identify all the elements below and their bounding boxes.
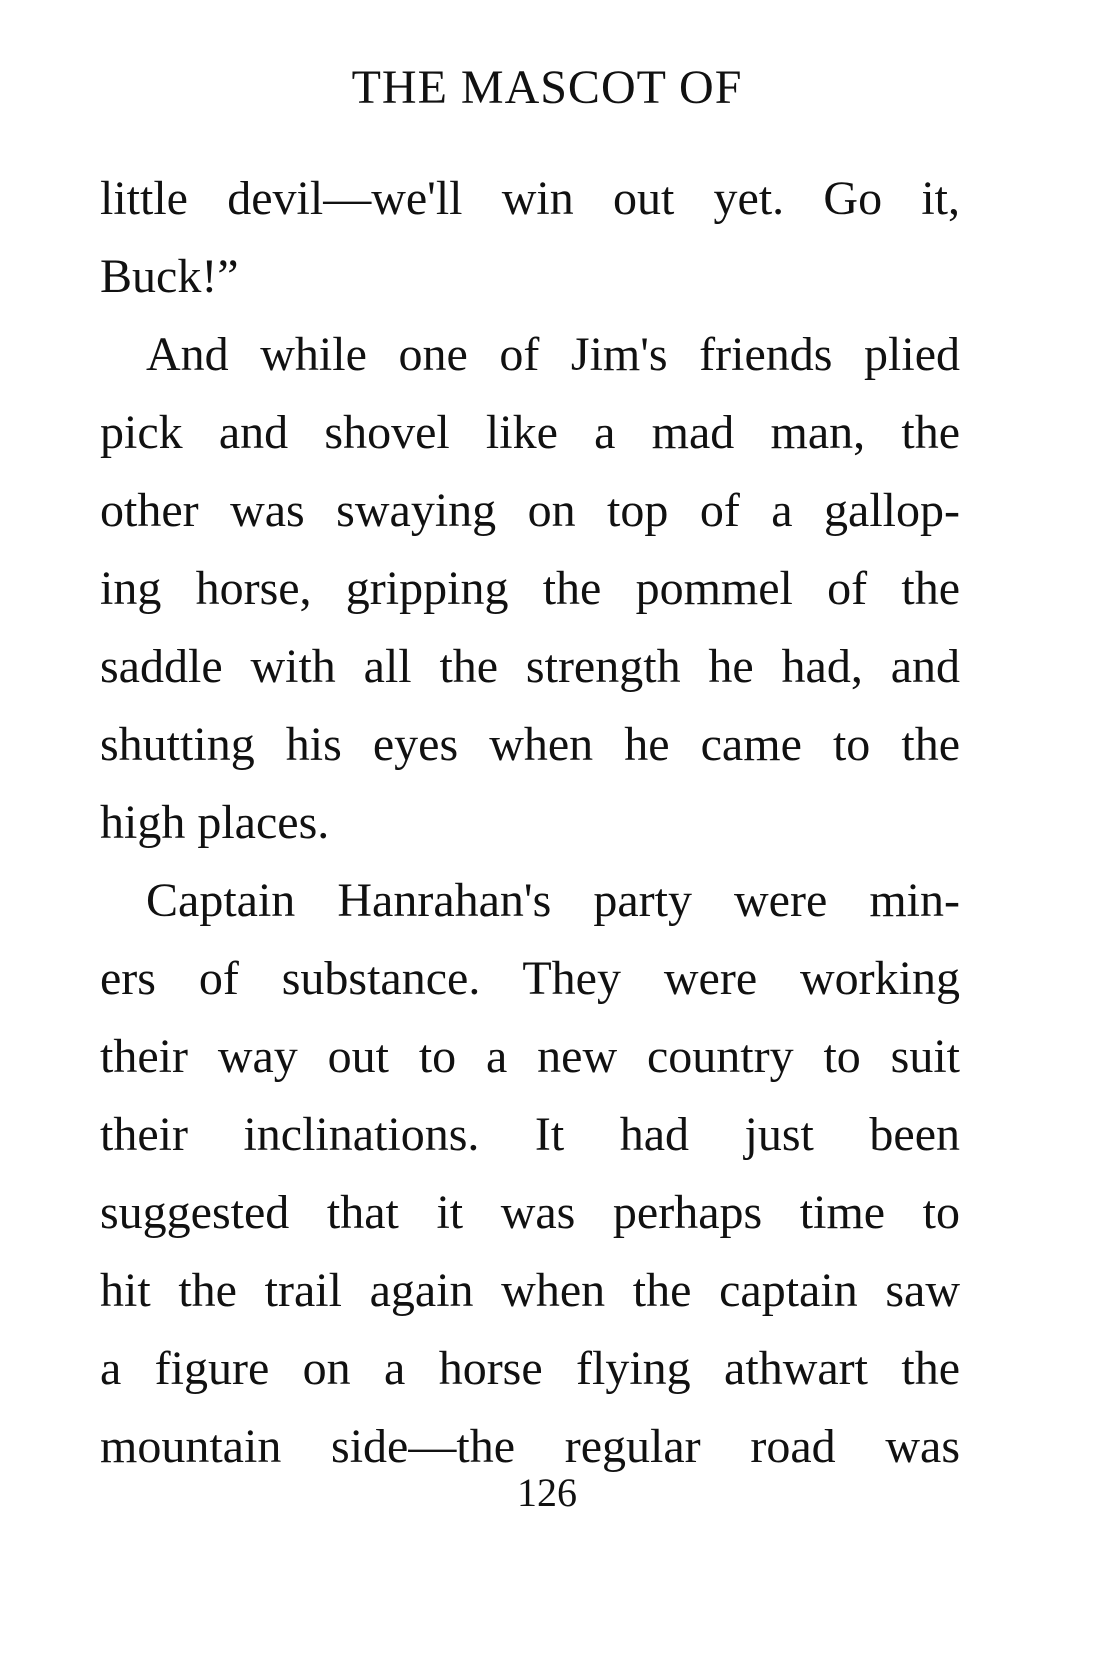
text-line: their way out to a new country to suit [100,1030,960,1083]
text-line: ing horse, gripping the pommel of the [100,562,960,615]
text-line: little devil—we'll win out yet. Go it, [100,172,960,225]
text-line: high places. [100,796,330,849]
text-line: ers of substance. They were working [100,952,960,1005]
text-line: their inclinations. It had just been [100,1108,960,1161]
text-line: hit the trail again when the captain saw [100,1264,960,1317]
text-line: And while one of Jim's friends plied [146,328,960,381]
text-line: saddle with all the strength he had, and [100,640,960,693]
body-text [100,160,960,1486]
text-line: suggested that it was perhaps time to [100,1186,960,1239]
text-line: mountain side—the regular road was [100,1420,960,1473]
text-line: Buck!” [100,250,239,303]
text-line: other was swaying on top of a gallop- [100,484,960,537]
text-line: pick and shovel like a mad man, the [100,406,960,459]
text-line: a figure on a horse flying athwart the [100,1342,960,1395]
text-line: shutting his eyes when he came to the [100,718,960,771]
page-number: 126 [517,1470,577,1515]
running-head: THE MASCOT OF [351,61,743,114]
text-line: Captain Hanrahan's party were min- [146,874,960,927]
